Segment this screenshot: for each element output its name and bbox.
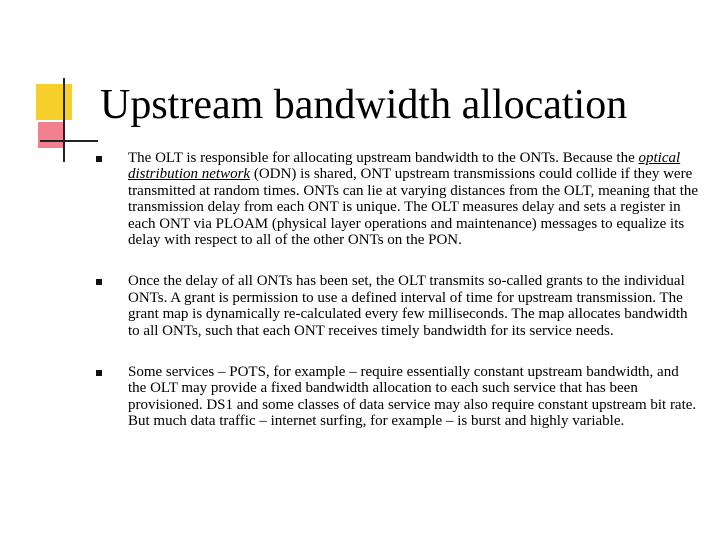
bullet-text: Some services – POTS, for example – require essentially constant upstream bandwidth, and the OLT may provide a fixed bandwidth allocation to each such service that has been provisioned. DS1 and some classes of data service may also require constant upstream bit rate. But much data traffic – internet surfing, for example – is burst and highly variable. xyxy=(128,364,697,430)
bullet-item-services xyxy=(96,364,700,430)
bullet-text: Once the delay of all ONTs has been set, the OLT transmits so-called grants to the individual ONTs. A grant is permission to use a defined interval of time for upstream transmission. The grant map is dynamically re-calculated every few milliseconds. The map allocates bandwidth to all ONTs, such that each ONT receives timely bandwidth for its service needs. xyxy=(128,273,688,339)
ornament-yellow-square xyxy=(36,84,72,120)
square-bullet-icon xyxy=(96,370,102,376)
bullet-text-part: The OLT is responsible for allocating upstream bandwidth to the ONTs. Because the xyxy=(128,150,639,166)
title-ornament-icon xyxy=(30,72,100,162)
bullet-list xyxy=(96,150,700,430)
ornament-horizontal-line xyxy=(40,140,98,142)
square-bullet-icon xyxy=(96,156,102,162)
ornament-pink-square xyxy=(38,122,64,148)
ornament-vertical-line xyxy=(63,78,65,162)
bullet-item-olt-responsibility xyxy=(96,150,700,248)
slide-title: Upstream bandwidth allocation xyxy=(100,82,628,128)
square-bullet-icon xyxy=(96,279,102,285)
odn-link[interactable]: optical distribution network xyxy=(128,150,681,183)
bullet-text-part: (ODN) is shared, ONT upstream transmissions could collide if they were transmitted at random times. ONTs can lie at varying distances from the OLT, meaning that the transmission delay from each ONT is unique. The OLT measures delay and sets a register in each ONT via PLOAM (physical layer operations and maintenance) messages to equalize its delay with respect to all of the other ONTs on the PON. xyxy=(128,166,699,249)
bullet-item-grants xyxy=(96,273,700,339)
